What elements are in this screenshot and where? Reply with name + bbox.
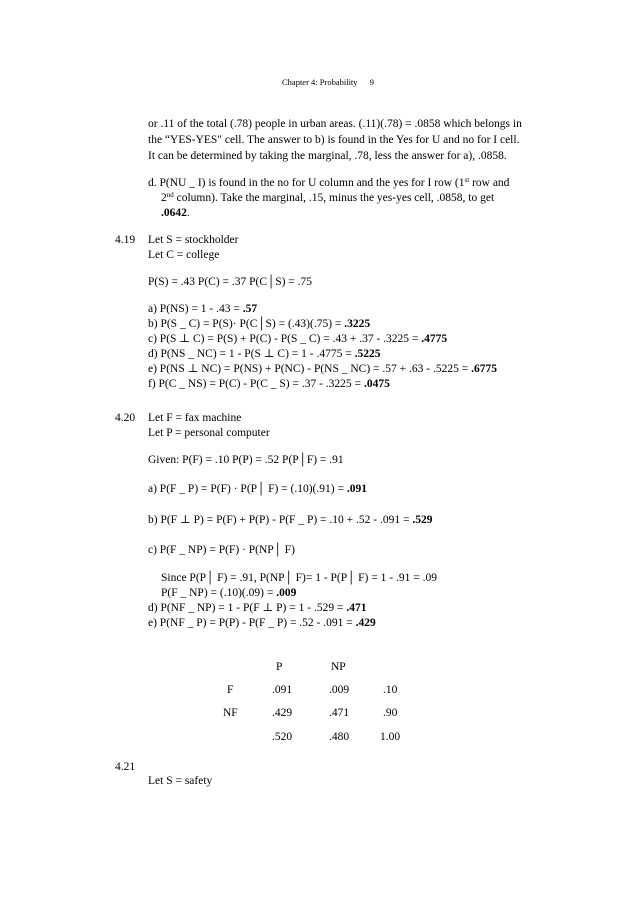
p420-pfnp-answer: .009 bbox=[276, 587, 297, 599]
p420-part-c: c) P(F _ NP) = P(F) · P(NP│ F) bbox=[148, 544, 295, 556]
p419-d-text: d) P(NS _ NC) = 1 - P(S ⊥ C) = 1 - .4775 = bbox=[148, 348, 355, 360]
p420-part-a bbox=[148, 482, 367, 496]
p419-part-e bbox=[148, 362, 497, 376]
problem-number-4-19: 4.19 bbox=[115, 234, 136, 246]
intro-line-3: It can be determined by taking the marginal, .78, less the answer for a), .0858. bbox=[148, 150, 507, 162]
p420-d-answer: .471 bbox=[346, 602, 367, 614]
part-d-tail: row and bbox=[469, 177, 510, 189]
p419-let-s: Let S = stockholder bbox=[148, 234, 239, 246]
table-row-header-f: F bbox=[227, 684, 234, 696]
p420-part-b bbox=[148, 513, 432, 527]
p420-a-text: a) P(F _ P) = P(F) · P(P│ F) = (.10)(.91) = bbox=[148, 483, 347, 495]
intro-line-2: the “YES-YES" cell. The answer to b) is found in the Yes for U and no for I cell. bbox=[148, 134, 520, 146]
part-d-answer: .0642 bbox=[161, 207, 187, 219]
intro-part-d-line-2 bbox=[161, 191, 494, 205]
p419-part-b bbox=[148, 317, 370, 331]
p420-given: Given: P(F) = .10 P(P) = .52 P(P│F) = .91 bbox=[148, 454, 344, 466]
p419-a-text: a) P(NS) = 1 - .43 = bbox=[148, 303, 243, 315]
table-cell-grand-total: 1.00 bbox=[380, 731, 401, 743]
p419-e-text: e) P(NS ⊥ NC) = P(NS) + P(NC) - P(NS _ NC) = .57 + .63 - .5225 = bbox=[148, 363, 472, 375]
part-d2-rest: column). Take the marginal, .15, minus the yes-yes cell, .0858, to get bbox=[173, 192, 495, 204]
table-cell-nf-np: .471 bbox=[329, 707, 350, 719]
p420-b-answer: .529 bbox=[412, 514, 433, 526]
part-d2-sup: nd bbox=[166, 191, 174, 199]
p419-f-answer: .0475 bbox=[363, 378, 390, 390]
p419-let-c: Let C = college bbox=[148, 249, 220, 261]
table-cell-total-p: .520 bbox=[272, 731, 293, 743]
table-row-header-nf: NF bbox=[223, 707, 238, 719]
p420-part-e bbox=[148, 616, 376, 630]
p419-part-c bbox=[148, 332, 447, 346]
p419-b-text: b) P(S _ C) = P(S)· P(C│S) = (.43)(.75) = bbox=[148, 318, 345, 330]
p419-given: P(S) = .43 P(C) = .37 P(C│S) = .75 bbox=[148, 276, 313, 288]
p419-part-f bbox=[148, 377, 390, 391]
p419-e-answer: .6775 bbox=[471, 363, 497, 375]
table-col-header-np: NP bbox=[331, 661, 346, 673]
p420-e-answer: .429 bbox=[355, 617, 376, 629]
part-d-period: . bbox=[186, 207, 190, 219]
p420-let-p: Let P = personal computer bbox=[148, 427, 270, 439]
p419-c-text: c) P(S ⊥ C) = P(S) + P(C) - P(S _ C) = .43 + .37 - .3225 = bbox=[148, 333, 422, 345]
p419-part-a bbox=[148, 302, 257, 316]
p420-d-text: d) P(NF _ NP) = 1 - P(F ⊥ P) = 1 - .529 = bbox=[148, 602, 347, 614]
p421-let-s: Let S = safety bbox=[148, 775, 213, 787]
intro-part-d-line-1 bbox=[148, 176, 509, 190]
table-cell-total-np: .480 bbox=[329, 731, 350, 743]
header-chapter: Chapter 4: Probability bbox=[282, 77, 358, 87]
p420-e-text: e) P(NF _ P) = P(P) - P(F _ P) = .52 - .091 = bbox=[148, 617, 356, 629]
part-d-sup: st bbox=[464, 176, 470, 184]
p419-part-d bbox=[148, 347, 381, 361]
p420-a-answer: .091 bbox=[346, 483, 367, 495]
table-col-header-p: P bbox=[276, 661, 283, 673]
p420-part-d bbox=[148, 601, 366, 615]
p420-b-text: b) P(F ⊥ P) = P(F) + P(P) - P(F _ P) = .10 + .52 - .091 = bbox=[148, 514, 413, 526]
problem-number-4-20: 4.20 bbox=[115, 412, 136, 424]
part-d-text: d. P(NU _ I) is found in the no for U column and the yes for I row (1 bbox=[148, 177, 465, 189]
p419-f-text: f) P(C _ NS) = P(C) - P(C _ S) = .37 - .3225 = bbox=[148, 378, 364, 390]
problem-number-4-21: 4.21 bbox=[115, 761, 136, 773]
p419-d-answer: .5225 bbox=[354, 348, 381, 360]
p420-pfnp-line bbox=[161, 586, 296, 600]
intro-part-d-line-3 bbox=[161, 206, 190, 220]
p420-let-f: Let F = fax machine bbox=[148, 412, 242, 424]
running-header bbox=[282, 75, 374, 89]
part-d2-num: 2 bbox=[161, 192, 167, 204]
p419-b-answer: .3225 bbox=[344, 318, 371, 330]
header-page-number: 9 bbox=[369, 77, 375, 87]
p419-c-answer: .4775 bbox=[421, 333, 448, 345]
table-cell-f-np: .009 bbox=[329, 684, 350, 696]
table-cell-nf-total: .90 bbox=[383, 707, 398, 719]
p420-pfnp-text: P(F _ NP) = (.10)(.09) = bbox=[161, 587, 277, 599]
p419-a-answer: .57 bbox=[242, 303, 258, 315]
p420-since-line: Since P(P│ F) = .91, P(NP│ F)= 1 - P(P│ F) = 1 - .91 = .09 bbox=[161, 572, 437, 584]
intro-line-1: or .11 of the total (.78) people in urban areas. (.11)(.78) = .0858 which belongs in bbox=[148, 118, 522, 130]
table-cell-f-p: .091 bbox=[272, 684, 293, 696]
table-cell-f-total: .10 bbox=[383, 684, 398, 696]
table-cell-nf-p: .429 bbox=[272, 707, 293, 719]
